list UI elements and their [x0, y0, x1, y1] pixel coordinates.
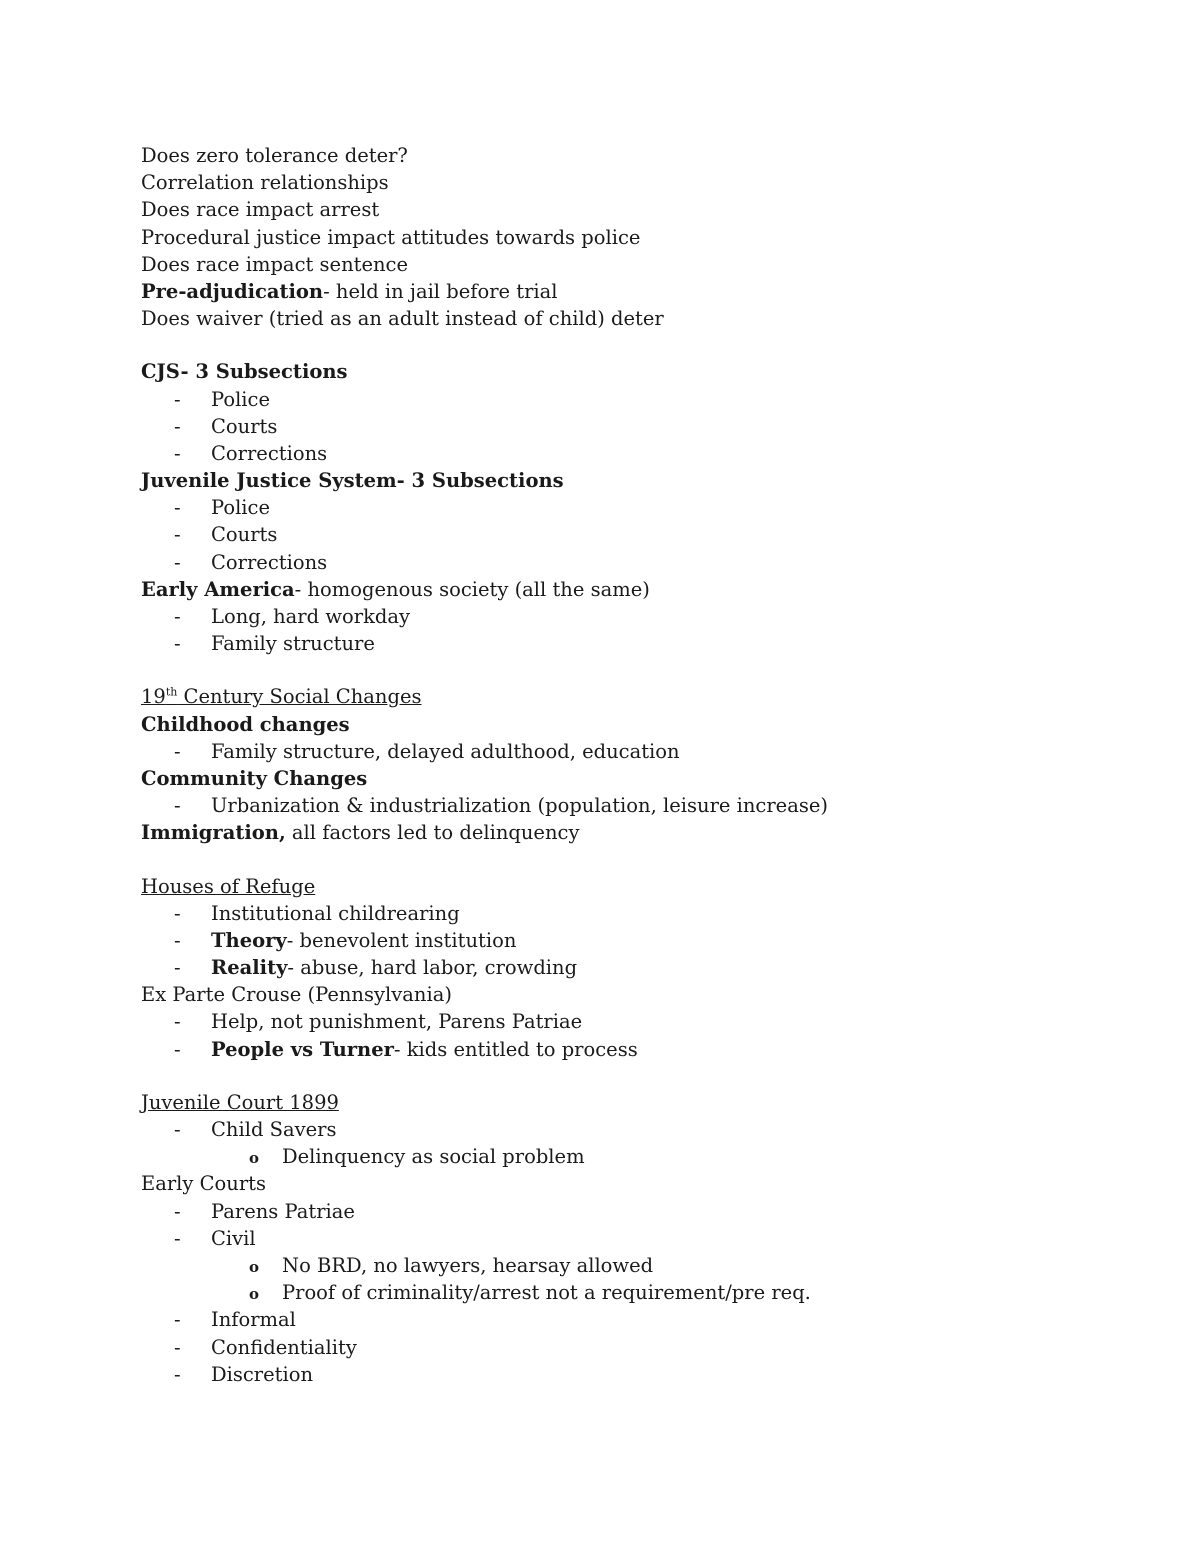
dash-marker: -	[174, 605, 181, 628]
list-item	[141, 1334, 1141, 1361]
list-item-text: Police	[211, 496, 271, 520]
turner-term: People vs Turner	[211, 1037, 394, 1061]
list-item	[141, 900, 1141, 927]
list-item	[141, 494, 1141, 521]
sub-list-item	[141, 1252, 1141, 1279]
list-item	[141, 603, 1141, 630]
crouse-heading: Ex Parte Crouse (Pennsylvania)	[141, 983, 452, 1007]
dash-marker: -	[174, 387, 181, 411]
list-item-text	[211, 927, 516, 954]
dash-marker: -	[174, 794, 181, 818]
notes-page	[141, 142, 1141, 1388]
list-item	[141, 1198, 1141, 1225]
list-item-text: Civil	[211, 1226, 256, 1250]
question-line: Does race impact arrest	[141, 198, 380, 222]
list-item	[141, 1036, 1141, 1063]
sub-list-item-text: Proof of criminality/arrest not a requirement/pre req.	[282, 1281, 811, 1305]
question-line: Does zero tolerance deter?	[141, 144, 408, 167]
dash-marker: -	[174, 632, 181, 656]
reality-desc: - abuse, hard labor, crowding	[287, 956, 578, 980]
list-item-text: Family structure	[211, 632, 375, 656]
century-heading	[141, 683, 1141, 710]
dash-marker: -	[174, 1308, 181, 1332]
sub-list-item	[141, 1279, 1141, 1306]
list-item	[141, 440, 1141, 467]
list-item	[141, 1008, 1141, 1035]
list-item	[141, 521, 1141, 548]
dash-marker: -	[174, 1226, 181, 1250]
list-item-text: Courts	[211, 414, 278, 438]
immigration-desc: all factors led to delinquency	[285, 821, 580, 845]
waiver-line: Does waiver (tried as an adult instead of child) deter	[141, 307, 664, 331]
dash-marker: -	[174, 956, 181, 980]
dash-marker: -	[174, 1335, 181, 1359]
early-america-desc: - homogenous society (all the same)	[294, 577, 650, 601]
pre-adjudication-term: Pre-adjudication	[141, 279, 324, 303]
refuge-heading: Houses of Refuge	[141, 874, 316, 898]
list-item	[141, 738, 1141, 765]
juvenile-court-heading: Juvenile Court 1899	[141, 1090, 339, 1114]
sub-list-item-text: No BRD, no lawyers, hearsay allowed	[282, 1253, 654, 1277]
circle-bullet-icon: o	[249, 1257, 260, 1276]
century-num: 19	[141, 685, 166, 709]
question-line: Procedural justice impact attitudes towards police	[141, 225, 641, 249]
list-item	[141, 630, 1141, 657]
cjs-heading: CJS- 3 Subsections	[141, 360, 348, 384]
question-line: Does race impact sentence	[141, 252, 409, 276]
early-courts-heading: Early Courts	[141, 1172, 267, 1196]
list-item-text	[211, 954, 577, 981]
list-item	[141, 386, 1141, 413]
dash-marker: -	[174, 1037, 181, 1061]
circle-bullet-icon: o	[249, 1149, 260, 1168]
list-item-text: Family structure, delayed adulthood, education	[211, 739, 680, 763]
list-item-text: Police	[211, 387, 271, 411]
list-item	[141, 1306, 1141, 1333]
dash-marker: -	[174, 414, 181, 438]
list-item	[141, 792, 1141, 819]
dash-marker: -	[174, 496, 181, 520]
community-heading: Community Changes	[141, 766, 368, 790]
century-rest: Century Social Changes	[177, 685, 422, 709]
dash-marker: -	[174, 739, 181, 763]
pre-adjudication-line	[141, 278, 1141, 305]
theory-desc: - benevolent institution	[286, 928, 517, 952]
immigration-term: Immigration,	[141, 821, 286, 845]
list-item	[141, 1225, 1141, 1252]
early-america-line	[141, 576, 1141, 603]
list-item-text: Child Savers	[211, 1118, 337, 1141]
dash-marker: -	[174, 550, 181, 574]
dash-marker: -	[174, 928, 181, 952]
list-item	[141, 413, 1141, 440]
list-item-text: Institutional childrearing	[211, 901, 460, 925]
list-item-text: Confidentiality	[211, 1335, 357, 1359]
dash-marker: -	[174, 1199, 181, 1223]
list-item	[141, 1361, 1141, 1388]
list-item-text	[211, 1036, 638, 1063]
list-item	[141, 954, 1141, 981]
list-item-text: Corrections	[211, 441, 328, 465]
dash-marker: -	[174, 1362, 181, 1386]
reality-term: Reality	[211, 956, 288, 980]
theory-term: Theory	[211, 928, 287, 952]
list-item-text: Help, not punishment, Parens Patriae	[211, 1010, 583, 1034]
list-item	[141, 1116, 1141, 1143]
pre-adjudication-desc: - held in jail before trial	[323, 279, 558, 303]
immigration-line	[141, 819, 1141, 846]
list-item-text: Informal	[211, 1308, 296, 1332]
childhood-heading: Childhood changes	[141, 712, 350, 736]
list-item	[141, 549, 1141, 576]
list-item-text: Discretion	[211, 1362, 314, 1386]
century-sup: th	[165, 685, 178, 699]
list-item-text: Courts	[211, 523, 278, 547]
list-item-text: Parens Patriae	[211, 1199, 355, 1223]
circle-bullet-icon: o	[249, 1285, 260, 1304]
list-item-text: Corrections	[211, 550, 328, 574]
sub-list-item-text: Delinquency as social problem	[282, 1145, 585, 1169]
turner-desc: - kids entitled to process	[393, 1037, 638, 1061]
list-item	[141, 927, 1141, 954]
list-item-text: Long, hard workday	[211, 605, 411, 628]
early-america-term: Early America	[141, 577, 295, 601]
question-line: Correlation relationships	[141, 171, 389, 195]
sub-list-item	[141, 1143, 1141, 1170]
jjs-heading: Juvenile Justice System- 3 Subsections	[141, 469, 564, 493]
list-item-text: Urbanization & industrialization (population, leisure increase)	[211, 794, 828, 818]
dash-marker: -	[174, 441, 181, 465]
dash-marker: -	[174, 523, 181, 547]
dash-marker: -	[174, 901, 181, 925]
dash-marker: -	[174, 1118, 181, 1141]
dash-marker: -	[174, 1010, 181, 1034]
